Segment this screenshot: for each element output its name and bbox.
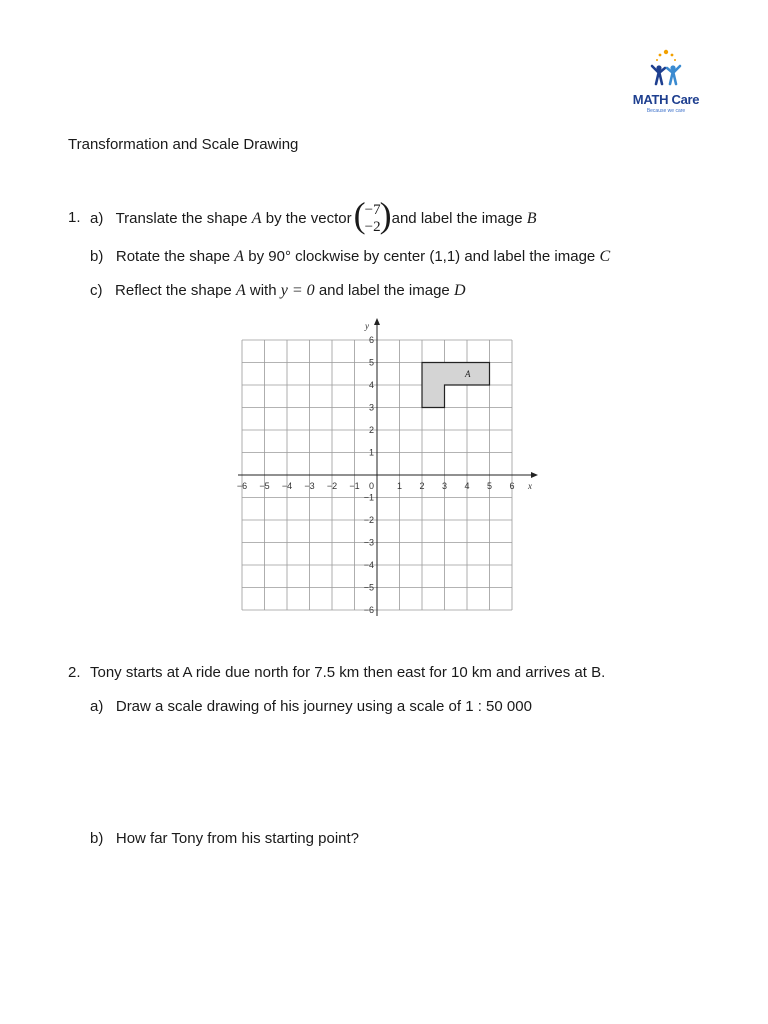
x-tick-label: 4 [464,481,470,491]
y-tick-label: −1 [363,492,374,503]
y-tick-label: 2 [368,425,374,435]
y-tick-label: 4 [368,380,374,390]
origin-label: 0 [368,481,374,491]
coordinate-grid [236,312,550,622]
q2a-text: Draw a scale drawing of his journey using a scale of 1 : 50 000 [115,698,532,715]
q2-number: 2. [68,664,81,681]
translation-vector: ( −7 −2 ) [353,195,392,236]
y-tick-label: −3 [363,537,374,548]
x-tick-label: −6 [236,481,248,491]
q1b-text-2: by 90° clockwise by center (1,1) and label the image [248,248,596,265]
q1c-image: D [453,282,466,299]
x-tick-label: −3 [304,481,315,491]
y-tick-label: −2 [363,515,374,525]
logo-figures-icon [626,46,706,92]
q2a-line [90,698,532,715]
q1a-image: B [526,210,537,227]
q1c-equation: y = 0 [280,282,315,299]
x-tick-label: −5 [259,481,270,491]
logo-tagline: Because we care [646,108,686,114]
y-tick-label: −4 [363,560,374,570]
x-axis-arrow-icon [531,472,538,478]
y-tick-label: 3 [368,402,374,413]
q2a-label: a) [90,698,104,715]
vector-top: −7 [364,202,381,219]
y-tick-label: −5 [363,582,374,593]
y-tick-label: 6 [368,335,374,345]
vector-bottom: −2 [364,219,381,236]
q1a-text-2: by the vector [265,210,352,227]
q1b-shape: A [234,248,245,265]
q1b-line [90,248,610,266]
q1a-text-3: and label the image [391,210,523,227]
shape-a [422,363,490,408]
q2-text: Tony starts at A ride due north for 7.5 km then east for 10 km and arrives at B. [90,664,606,681]
q1c-text-3: and label the image [318,282,450,299]
q1c-label: c) [90,282,103,299]
q1a-line [90,195,537,239]
q1c-shape: A [235,282,246,299]
x-axis-label: x [528,481,532,491]
y-tick-label: 1 [368,447,374,458]
q1-number: 1. [68,209,81,226]
x-tick-label: −1 [349,481,360,491]
q2b-label: b) [90,830,104,847]
q1c-text-2: with [249,282,277,299]
q1a-label: a) [90,210,104,227]
x-tick-label: −4 [281,481,293,491]
q2b-line [90,830,359,847]
q1b-image: C [599,248,611,265]
x-tick-label: 3 [441,481,448,491]
math-care-logo [626,46,706,118]
page-title: Transformation and Scale Drawing [68,136,299,153]
y-tick-label: 5 [368,357,374,368]
q1b-label: b) [90,248,104,265]
x-tick-label: 1 [396,481,403,491]
y-axis-arrow-icon [374,318,380,325]
x-tick-label: 6 [509,481,515,491]
q1c-text-1: Reflect the shape [115,282,232,299]
y-tick-label: −6 [363,605,374,615]
x-tick-label: 5 [486,481,493,491]
x-tick-label: 2 [419,481,425,491]
y-axis-label: y [365,321,369,331]
q1b-text-1: Rotate the shape [115,248,231,265]
q1a-shape: A [251,210,262,227]
shape-a-label: A [465,368,471,379]
q2b-text: How far Tony from his starting point? [115,830,360,847]
logo-name: MATH Care [632,92,700,107]
x-tick-label: −2 [326,481,338,491]
q1c-line [90,282,466,300]
q1a-text-1: Translate the shape [115,210,248,227]
